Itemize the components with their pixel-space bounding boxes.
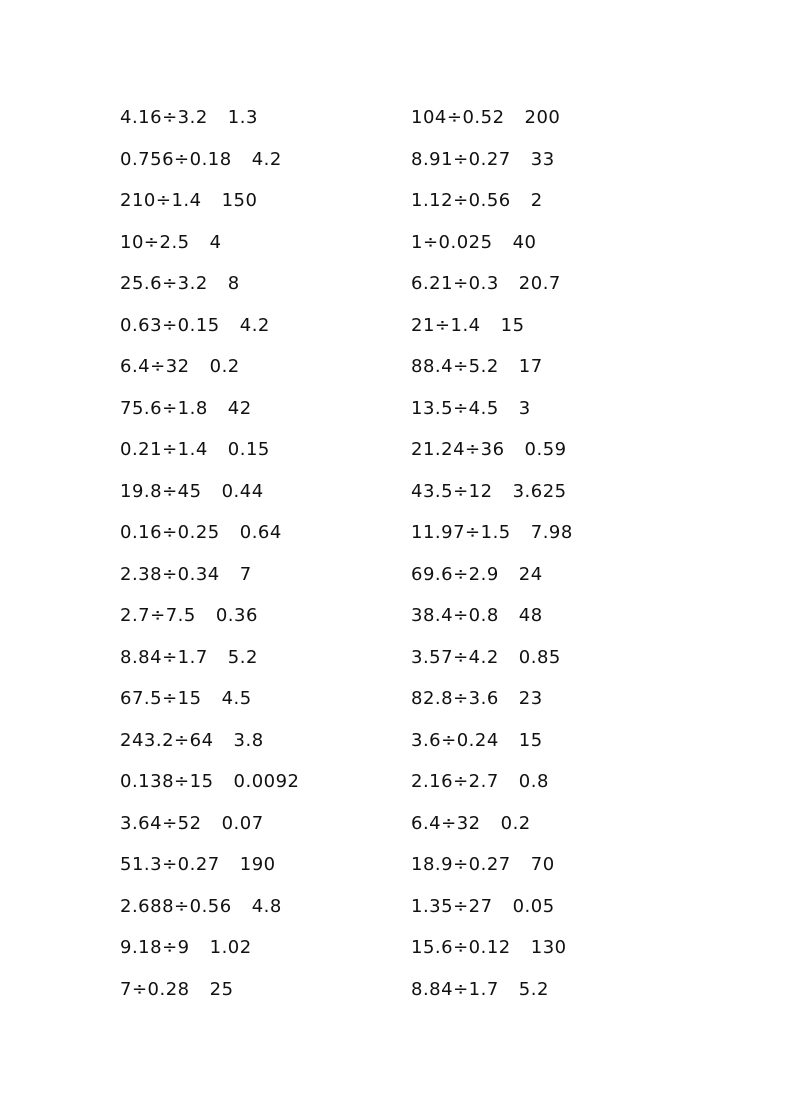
problem-row (411, 313, 573, 355)
problem-answer: 3 (518, 397, 531, 419)
problem-expression: 3.57÷4.2 (411, 646, 499, 668)
problem-expression: 8.84÷1.7 (411, 978, 499, 1000)
problem-expression: 51.3÷0.27 (120, 854, 220, 875)
problem-answer: 8 (227, 273, 240, 294)
left-problem-column (120, 105, 300, 1018)
problem-row (120, 645, 300, 687)
problem-answer: 20.7 (518, 273, 561, 294)
problem-row (411, 188, 573, 230)
problem-answer: 0.2 (209, 356, 240, 377)
problem-row (120, 603, 300, 645)
problem-row (120, 354, 300, 396)
problem-expression: 82.8÷3.6 (411, 688, 499, 709)
problem-answer: 0.8 (518, 771, 549, 792)
problem-expression: 6.21÷0.3 (411, 273, 499, 294)
problem-row (411, 811, 573, 853)
problem-row (411, 520, 573, 562)
problem-expression: 4.16÷3.2 (120, 107, 208, 128)
problem-answer: 0.85 (518, 646, 561, 668)
problem-row (120, 520, 300, 562)
problem-expression: 21÷1.4 (411, 314, 481, 336)
problem-expression: 38.4÷0.8 (411, 605, 499, 626)
problem-answer: 0.05 (512, 895, 555, 917)
problem-answer: 0.15 (227, 439, 270, 460)
problem-row (411, 852, 573, 894)
problem-row (411, 645, 573, 687)
problem-row (411, 105, 573, 147)
problem-row (411, 603, 573, 645)
problem-row (120, 686, 300, 728)
problem-expression: 88.4÷5.2 (411, 356, 499, 377)
problem-answer: 4.2 (251, 148, 282, 170)
problem-row (411, 396, 573, 438)
problem-expression: 21.24÷36 (411, 439, 505, 460)
right-problem-column (411, 105, 573, 1018)
problem-row (120, 811, 300, 853)
problem-row (120, 935, 300, 977)
problem-row (120, 769, 300, 811)
problem-answer: 3.8 (233, 729, 264, 751)
problem-row (120, 188, 300, 230)
problem-answer: 4.2 (239, 314, 270, 336)
problem-answer: 3.625 (512, 480, 567, 502)
problem-row (411, 354, 573, 396)
problem-answer: 0.0092 (233, 771, 300, 792)
problem-answer: 17 (518, 356, 543, 377)
problem-expression: 6.4÷32 (411, 812, 481, 834)
problem-expression: 3.64÷52 (120, 812, 202, 834)
problem-expression: 0.21÷1.4 (120, 439, 208, 460)
problem-row (120, 313, 300, 355)
problem-row (120, 479, 300, 521)
problem-answer: 0.36 (215, 605, 258, 626)
problem-row (411, 437, 573, 479)
problem-row (120, 852, 300, 894)
problem-answer: 0.2 (500, 812, 531, 834)
problem-expression: 11.97÷1.5 (411, 522, 511, 543)
problem-row (411, 894, 573, 936)
problem-expression: 15.6÷0.12 (411, 937, 511, 958)
problem-answer: 48 (518, 605, 543, 626)
problem-row (411, 686, 573, 728)
problem-expression: 75.6÷1.8 (120, 397, 208, 419)
problem-expression: 2.7÷7.5 (120, 605, 196, 626)
problem-row (120, 728, 300, 770)
problem-expression: 9.18÷9 (120, 937, 190, 958)
problem-row (120, 562, 300, 604)
problem-answer: 25 (209, 978, 234, 1000)
problem-answer: 42 (227, 397, 252, 419)
problem-answer: 5.2 (227, 646, 258, 668)
problem-row (411, 479, 573, 521)
problem-answer: 0.64 (239, 522, 282, 543)
problem-row (411, 271, 573, 313)
problem-row (120, 396, 300, 438)
problem-expression: 0.63÷0.15 (120, 314, 220, 336)
problem-answer: 7.98 (530, 522, 573, 543)
problem-expression: 0.138÷15 (120, 771, 214, 792)
problem-expression: 19.8÷45 (120, 480, 202, 502)
problem-expression: 69.6÷2.9 (411, 563, 499, 585)
problem-expression: 25.6÷3.2 (120, 273, 208, 294)
problem-expression: 8.91÷0.27 (411, 148, 511, 170)
problem-row (120, 271, 300, 313)
problem-answer: 15 (518, 729, 543, 751)
problem-expression: 1÷0.025 (411, 231, 493, 253)
problem-answer: 15 (500, 314, 525, 336)
problem-expression: 67.5÷15 (120, 688, 202, 709)
problem-expression: 0.16÷0.25 (120, 522, 220, 543)
problem-answer: 23 (518, 688, 543, 709)
problem-expression: 7÷0.28 (120, 978, 190, 1000)
problem-answer: 150 (221, 190, 258, 211)
problem-expression: 1.12÷0.56 (411, 190, 511, 211)
problem-answer: 4.8 (251, 895, 282, 917)
problem-expression: 13.5÷4.5 (411, 397, 499, 419)
problem-answer: 0.44 (221, 480, 264, 502)
problem-answer: 190 (239, 854, 276, 875)
problem-expression: 43.5÷12 (411, 480, 493, 502)
problem-row (120, 105, 300, 147)
problem-row (120, 977, 300, 1019)
problem-row (120, 147, 300, 189)
problem-answer: 0.59 (524, 439, 567, 460)
problem-row (411, 562, 573, 604)
problem-expression: 10÷2.5 (120, 231, 190, 253)
problem-row (120, 230, 300, 272)
problem-expression: 1.35÷27 (411, 895, 493, 917)
problem-expression: 6.4÷32 (120, 356, 190, 377)
problem-answer: 7 (239, 563, 252, 585)
problem-expression: 243.2÷64 (120, 729, 214, 751)
problem-answer: 200 (524, 107, 561, 128)
problem-expression: 210÷1.4 (120, 190, 202, 211)
problem-answer: 5.2 (518, 978, 549, 1000)
problem-answer: 24 (518, 563, 543, 585)
problem-row (120, 894, 300, 936)
problem-answer: 70 (530, 854, 555, 875)
problem-answer: 40 (512, 231, 537, 253)
problem-expression: 18.9÷0.27 (411, 854, 511, 875)
problem-expression: 104÷0.52 (411, 107, 505, 128)
problem-expression: 8.84÷1.7 (120, 646, 208, 668)
problem-expression: 2.688÷0.56 (120, 895, 232, 917)
problem-row (411, 977, 573, 1019)
problem-answer: 1.3 (227, 107, 258, 128)
problem-expression: 0.756÷0.18 (120, 148, 232, 170)
problem-answer: 33 (530, 148, 555, 170)
problem-row (411, 147, 573, 189)
problem-row (411, 935, 573, 977)
problem-row (411, 230, 573, 272)
problem-row (411, 728, 573, 770)
problem-answer: 130 (530, 937, 567, 958)
problem-row (120, 437, 300, 479)
problem-expression: 2.16÷2.7 (411, 771, 499, 792)
problem-expression: 3.6÷0.24 (411, 729, 499, 751)
problem-answer: 2 (530, 190, 543, 211)
problem-answer: 0.07 (221, 812, 264, 834)
problem-row (411, 769, 573, 811)
problem-answer: 4 (209, 231, 222, 253)
problem-expression: 2.38÷0.34 (120, 563, 220, 585)
problem-answer: 1.02 (209, 937, 252, 958)
problem-answer: 4.5 (221, 688, 252, 709)
